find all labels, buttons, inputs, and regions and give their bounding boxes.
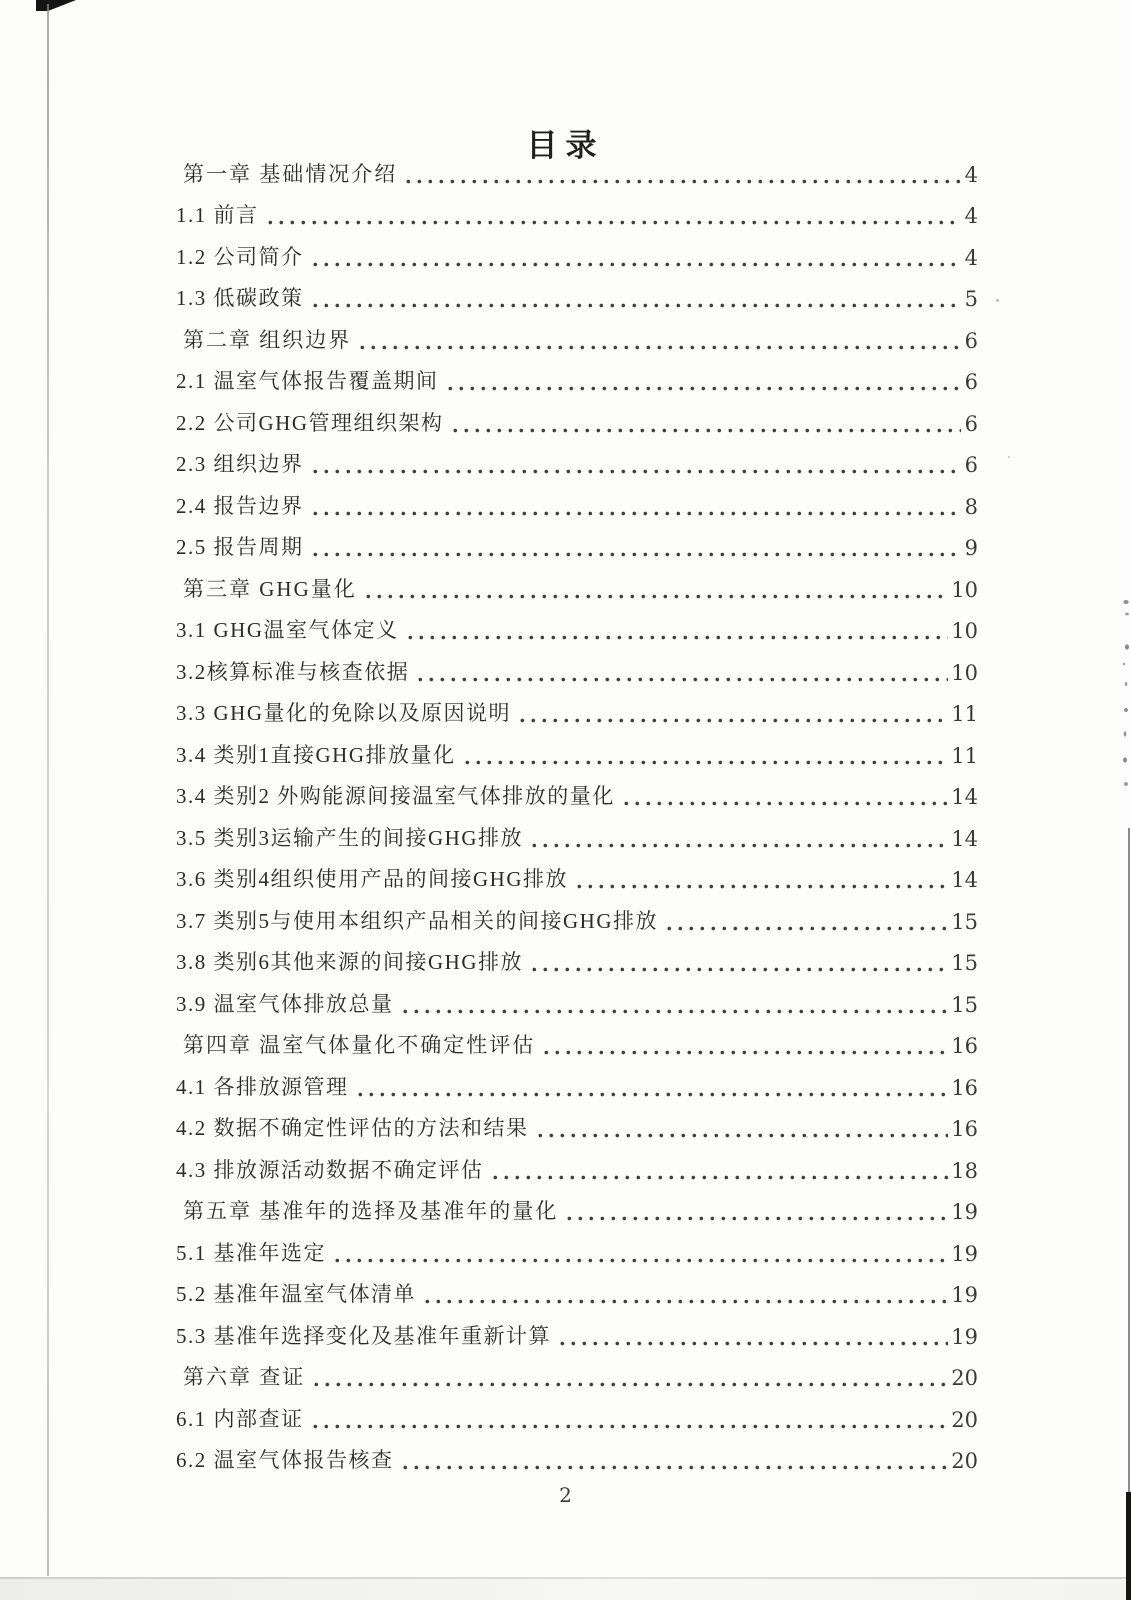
toc-dot-leader [408,635,949,640]
toc-entry-label: 2.1 温室气体报告覆盖期间 [176,369,439,393]
toc-entry-page: 4 [964,204,978,228]
toc-entry-page: 11 [951,702,978,726]
toc-entry-page: 16 [951,1034,978,1058]
toc-entry-page: 6 [964,453,978,477]
toc-entry-label: 5.2 基准年温室气体清单 [176,1282,416,1306]
toc-entry-page: 19 [951,1283,978,1307]
toc-entry-page: 10 [951,619,978,643]
toc-entry-page: 16 [951,1117,978,1141]
toc-entry-page: 15 [951,951,978,975]
toc-dot-leader [313,469,962,474]
toc-row [176,440,978,482]
toc-row [176,730,978,772]
toc-entry-label: 1.1 前言 [176,203,259,227]
toc-entry-page: 15 [951,909,978,934]
toc-dot-leader [268,220,962,225]
toc-row [176,1021,978,1063]
toc-entry-label: 4.1 各排放源管理 [176,1074,349,1099]
toc-entry-label: 2.4 报告边界 [176,493,304,518]
toc-dot-leader [544,1050,948,1055]
toc-row [176,315,978,357]
toc-row [176,938,978,980]
toc-entry-label: 3.3 GHG量化的免除以及原因说明 [176,701,511,725]
toc-row [176,855,978,897]
toc-dot-leader [493,1175,949,1180]
toc-dot-leader [313,552,962,557]
toc-dot-leader [313,511,962,516]
toc-row [176,689,978,731]
toc-dot-leader [406,179,961,184]
toc-entry-page: 9 [964,536,978,560]
toc-dot-leader [313,303,962,308]
toc-title: 目录 [526,128,605,163]
toc-entry-page: 19 [951,1200,978,1224]
toc-entry-label: 6.1 内部查证 [176,1406,304,1431]
toc-row [176,979,978,1021]
toc-entry-label: 3.8 类别6其他来源的间接GHG排放 [176,950,523,974]
toc-dot-leader [448,386,962,391]
toc-entry-page: 8 [964,494,978,519]
ink-bleed-marks-right [1120,592,1131,802]
toc-row [176,1145,978,1187]
toc-dot-leader [577,884,948,889]
toc-row [176,232,978,274]
toc-entry-label: 6.2 温室气体报告核查 [176,1448,394,1472]
toc-entry-page: 6 [964,411,978,436]
toc-dot-leader [453,428,962,433]
toc-row [176,1187,978,1229]
scan-strip-bottom [0,1579,1131,1600]
toc-dot-leader [532,967,948,972]
toc-row [176,1311,978,1353]
toc-dot-leader [425,1299,948,1304]
toc-entry-label: 3.1 GHG温室气体定义 [176,618,399,642]
toc-row [176,481,978,523]
toc-row [176,896,978,938]
toc-entry-label: 3.4 类别2 外购能源间接温室气体排放的量化 [176,784,615,808]
toc-entry-label: 第二章 组织边界 [183,327,352,352]
toc-entry-label: 1.3 低碳政策 [176,286,304,310]
toc-dot-leader [335,1258,948,1263]
toc-row [176,1228,978,1270]
toc-dot-leader [532,843,948,848]
toc-row [176,149,978,191]
toc-row [176,274,978,316]
toc-dot-leader [465,760,949,765]
toc-list [176,149,978,1477]
scan-speck [1008,456,1010,458]
toc-entry-label: 2.2 公司GHG管理组织架构 [176,410,444,435]
toc-dot-leader [358,1092,949,1097]
toc-dot-leader [538,1133,949,1138]
toc-dot-leader [313,1424,949,1429]
toc-entry-label: 5.3 基准年选择变化及基准年重新计算 [176,1323,551,1348]
toc-entry-label: 3.7 类别5与使用本组织产品相关的间接GHG排放 [176,908,658,933]
toc-row [176,564,978,606]
toc-entry-label: 2.3 组织边界 [176,452,304,476]
toc-entry-page: 14 [951,785,978,809]
toc-row [176,606,978,648]
toc-entry-page: 4 [964,162,978,187]
toc-dot-leader [624,801,949,806]
toc-dot-leader [567,1216,948,1221]
toc-entry-page: 16 [951,1075,978,1100]
toc-entry-label: 第三章 GHG量化 [183,576,357,601]
toc-entry-page: 15 [951,992,978,1017]
toc-row [176,398,978,440]
toc-entry-label: 4.3 排放源活动数据不确定评估 [176,1157,484,1182]
toc-entry-page: 20 [951,1449,978,1473]
toc-entry-page: 20 [951,1407,978,1432]
toc-row [176,1104,978,1146]
toc-dot-leader [560,1341,948,1346]
toc-entry-page: 10 [951,577,978,602]
scan-mark-top-left [36,0,76,11]
toc-row [176,357,978,399]
toc-dot-leader [313,262,962,267]
scan-speck [996,299,999,302]
toc-entry-label: 第五章 基准年的选择及基准年的量化 [183,1199,559,1223]
toc-row [176,647,978,689]
toc-dot-leader [403,1465,949,1470]
toc-entry-label: 第六章 查证 [183,1365,306,1389]
toc-dot-leader [366,594,949,599]
toc-dot-leader [314,1382,948,1387]
toc-entry-page: 11 [951,743,978,768]
toc-entry-label: 第一章 基础情况介绍 [183,161,398,186]
toc-entry-label: 3.2核算标准与核查依据 [176,659,410,684]
toc-entry-page: 14 [951,868,978,892]
toc-dot-leader [418,677,948,682]
toc-entry-page: 5 [964,287,978,311]
toc-entry-page: 6 [964,328,978,353]
toc-entry-label: 3.6 类别4组织使用产品的间接GHG排放 [176,867,568,891]
toc-dot-leader [520,718,948,723]
toc-dot-leader [403,1009,949,1014]
scan-edge-line-left [47,4,49,1576]
toc-entry-label: 第四章 温室气体量化不确定性评估 [183,1033,536,1057]
toc-entry-page: 19 [951,1324,978,1349]
toc-entry-label: 3.4 类别1直接GHG排放量化 [176,742,456,767]
toc-entry-label: 5.1 基准年选定 [176,1240,326,1265]
toc-entry-page: 4 [964,245,978,270]
toc-row [176,523,978,565]
toc-entry-label: 1.2 公司简介 [176,244,304,269]
toc-entry-label: 3.5 类别3运输产生的间接GHG排放 [176,825,523,850]
toc-row [176,1394,978,1436]
toc-entry-page: 14 [951,826,978,851]
toc-row [176,1270,978,1312]
toc-row [176,1353,978,1395]
toc-entry-page: 10 [951,660,978,685]
toc-entry-page: 6 [964,370,978,394]
toc-entry-page: 19 [951,1241,978,1266]
toc-entry-label: 2.5 报告周期 [176,535,304,559]
toc-dot-leader [667,926,948,931]
toc-row [176,813,978,855]
toc-dot-leader [360,345,961,350]
scan-line-right [1128,828,1130,1492]
toc-row [176,1436,978,1478]
toc-row [176,772,978,814]
toc-entry-label: 4.2 数据不确定性评估的方法和结果 [176,1116,529,1140]
toc-entry-label: 3.9 温室气体排放总量 [176,991,394,1016]
page-footer-number: 2 [559,1483,572,1507]
toc-entry-page: 18 [951,1158,978,1183]
toc-row [176,191,978,233]
toc-entry-page: 20 [951,1366,978,1390]
toc-row [176,1062,978,1104]
scan-bar-bottom-right [1126,1492,1131,1600]
